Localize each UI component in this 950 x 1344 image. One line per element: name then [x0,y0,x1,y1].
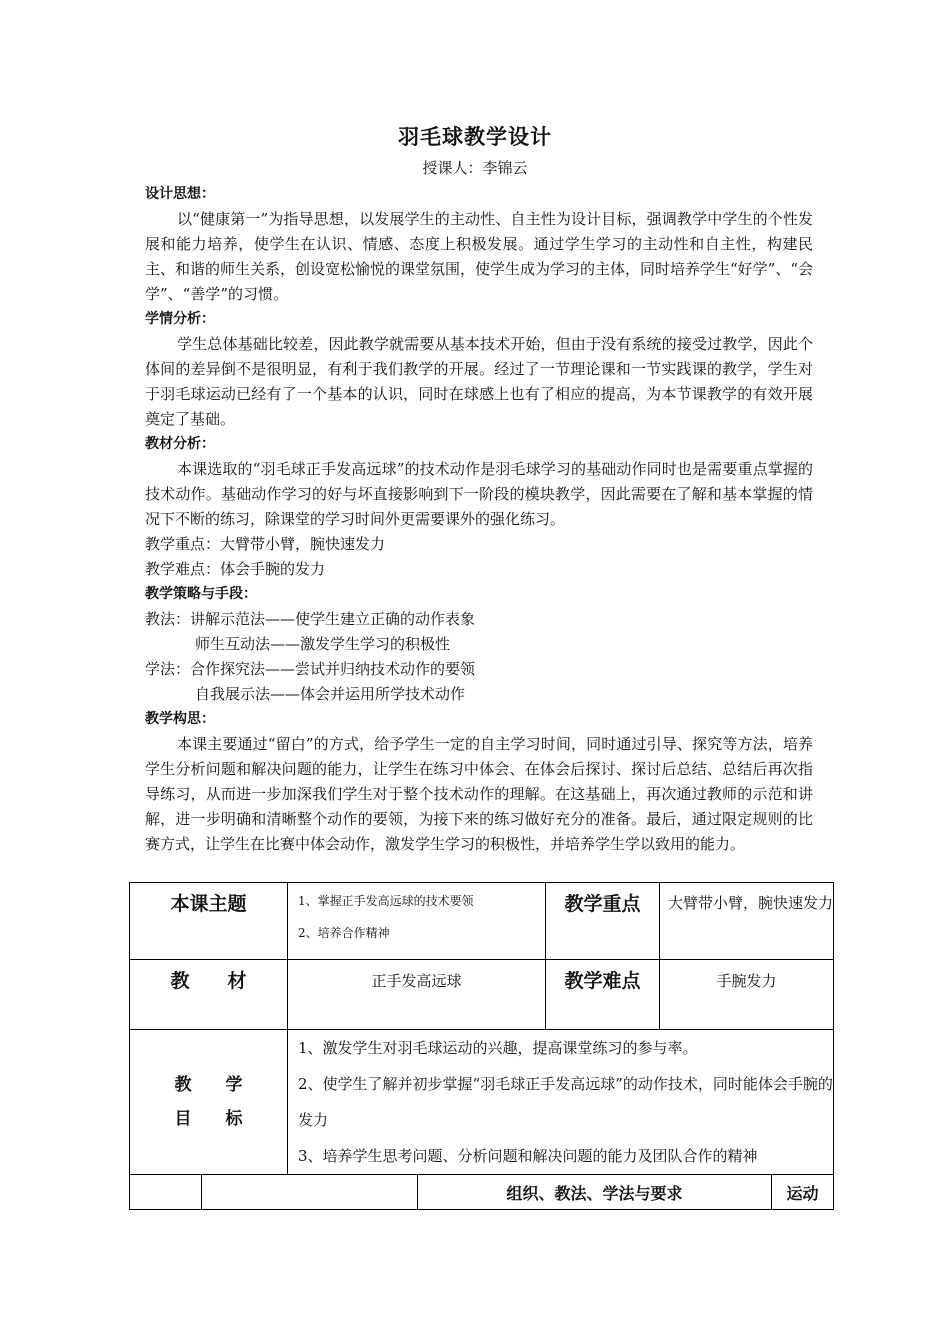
table-row [130,960,834,1030]
analysis-paragraph: 学生总体基础比较差，因此教学就需要从基本技术开始，但由于没有系统的接受过教学，因此个体间的差异倒不是很明显，有利于我们教学的开展。经过了一节理论课和一节实践课的教学，学生对于羽毛球运动已经有了一个基本的认识，同时在球感上也有了相应的提高，为本节课教学的有效开展奠定了基础。 [145,335,813,428]
learn-method-1: 学法：合作探究法——尝试并归纳技术动作的要领 [145,660,476,678]
goal-item-1: 1、激发学生对羽毛球运动的兴趣，提高课堂练习的参与率。 [298,1039,698,1057]
document-title: 羽毛球教学设计 [398,124,552,149]
org-header: 组织、教法、学法与要求 [418,1175,772,1210]
strategy-heading: 教学策略与手段： [145,586,257,602]
goal-item-3: 3、培养学生思考问题、分析问题和解决问题的能力及团队合作的精神 [298,1147,758,1165]
empty-cell [202,1175,418,1210]
goals-label-line-2: 目 标 [174,1109,243,1129]
material-paragraph: 本课选取的“羽毛球正手发高远球”的技术动作是羽毛球学习的基础动作同时也是需要重点掌握的技术动作。基础动作学习的好与坏直接影响到下一阶段的模块教学，因此需要在了解和基本掌握的情况下不断的练习，除课堂的学习时间外更需要课外的强化练习。 [145,460,813,528]
teach-method-1: 教法：讲解示范法——使学生建立正确的动作表象 [145,610,476,628]
table-row [130,883,834,960]
goals-label-line-1: 教 学 [174,1075,243,1095]
table-row [130,1175,834,1210]
table-row [130,1030,834,1175]
empty-cell [130,1175,202,1210]
learn-method-2: 自我展示法——体会并运用所学技术动作 [195,685,466,703]
document-body [145,182,813,857]
key-label: 教学重点 [546,883,660,960]
theme-cell [288,883,546,960]
goals-cell [288,1030,834,1175]
concept-heading: 教学构思： [145,711,215,727]
design-heading: 设计思想： [145,186,215,202]
goals-label [130,1030,288,1175]
design-paragraph: 以“健康第一”为指导思想，以发展学生的主动性、自主性为设计目标，强调教学中学生的个性发展和能力培养，使学生在认识、情感、态度上积极发展。通过学生学习的主动性和自主性，构建民主、和谐的师生关系，创设宽松愉悦的课堂氛围，使学生成为学习的主体，同时培养学生“好学”、“会学”、“善学”的习惯。 [145,210,814,303]
key-value: 大臂带小臂，腕快速发力 [660,883,834,960]
difficulty-line: 教学难点：体会手腕的发力 [145,560,326,578]
theme-item-1: 1、掌握正手发高远球的技术要领 [298,894,474,908]
teach-method-2: 师生互动法——激发学生学习的积极性 [195,635,451,653]
theme-item-2: 2、培养合作精神 [298,926,390,940]
goal-item-2: 2、使学生了解并初步掌握“羽毛球正手发高远球”的动作技术，同时能体会手腕的发力 [298,1075,833,1129]
key-point-line: 教学重点：大臂带小臂，腕快速发力 [145,535,386,553]
difficulty-value: 手腕发力 [660,960,834,1030]
analysis-heading: 学情分析： [145,311,215,327]
sport-header: 运动 [772,1175,834,1210]
author-line: 授课人：李锦云 [422,159,528,177]
material-heading: 教材分析： [145,436,215,452]
material-label: 教 材 [130,960,288,1030]
lesson-plan-table [129,882,834,1210]
difficulty-label: 教学难点 [546,960,660,1030]
theme-label: 本课主题 [130,883,288,960]
concept-paragraph: 本课主要通过“留白”的方式，给予学生一定的自主学习时间，同时通过引导、探究等方法，培养学生分析问题和解决问题的能力，让学生在练习中体会、在体会后探讨、探讨后总结、总结后再次指导练习，从而进一步加深我们学生对于整个技术动作的理解。在这基础上，再次通过教师的示范和讲解，进一步明确和清晰整个动作的要领，为接下来的练习做好充分的准备。最后，通过限定规则的比赛方式，让学生在比赛中体会动作，激发学生学习的积极性，并培养学生学以致用的能力。 [145,735,813,853]
material-value: 正手发高远球 [288,960,546,1030]
